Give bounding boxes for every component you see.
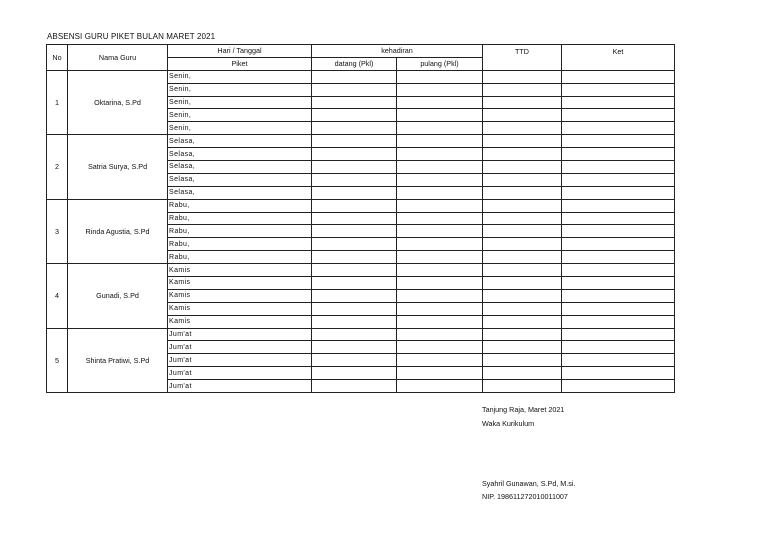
datang-cell [312, 354, 397, 367]
ttd-cell [483, 109, 562, 122]
datang-cell [312, 186, 397, 199]
ket-cell [562, 238, 675, 251]
datang-cell [312, 122, 397, 135]
teacher-name: Satria Surya, S.Pd [68, 135, 168, 199]
datang-cell [312, 328, 397, 341]
pulang-cell [397, 302, 483, 315]
header-ttd: TTD [483, 45, 562, 71]
ket-cell [562, 96, 675, 109]
teacher-number: 1 [47, 70, 68, 134]
pulang-cell [397, 251, 483, 264]
pulang-cell [397, 315, 483, 328]
table-row [47, 135, 675, 148]
pulang-cell [397, 225, 483, 238]
datang-cell [312, 367, 397, 380]
ket-cell [562, 199, 675, 212]
pulang-cell [397, 328, 483, 341]
pulang-cell [397, 238, 483, 251]
header-nama-guru: Nama Guru [68, 45, 168, 71]
signature-nip: NIP. 198611272010011007 [482, 492, 568, 501]
header-ket: Ket [562, 45, 675, 71]
piket-day-cell: Jum'at [168, 367, 312, 380]
pulang-cell [397, 173, 483, 186]
teacher-name: Oktarina, S.Pd [68, 70, 168, 134]
ket-cell [562, 341, 675, 354]
datang-cell [312, 302, 397, 315]
piket-day-cell: Kamis [168, 264, 312, 277]
datang-cell [312, 225, 397, 238]
pulang-cell [397, 70, 483, 83]
piket-day-cell: Rabu, [168, 238, 312, 251]
teacher-name: Rinda Agustia, S.Pd [68, 199, 168, 263]
attendance-table [46, 44, 675, 393]
ttd-cell [483, 264, 562, 277]
ket-cell [562, 328, 675, 341]
piket-day-cell: Senin, [168, 83, 312, 96]
pulang-cell [397, 212, 483, 225]
pulang-cell [397, 289, 483, 302]
datang-cell [312, 135, 397, 148]
datang-cell [312, 173, 397, 186]
ket-cell [562, 289, 675, 302]
pulang-cell [397, 148, 483, 161]
pulang-cell [397, 122, 483, 135]
ket-cell [562, 251, 675, 264]
header-row-1 [47, 45, 675, 58]
piket-day-cell: Rabu, [168, 212, 312, 225]
document-title: ABSENSI GURU PIKET BULAN MARET 2021 [47, 32, 216, 41]
pulang-cell [397, 83, 483, 96]
ttd-cell [483, 212, 562, 225]
ket-cell [562, 277, 675, 290]
ttd-cell [483, 186, 562, 199]
ttd-cell [483, 199, 562, 212]
table-row [47, 264, 675, 277]
ttd-cell [483, 135, 562, 148]
teacher-name: Gunadi, S.Pd [68, 264, 168, 328]
ttd-cell [483, 173, 562, 186]
teacher-number: 3 [47, 199, 68, 263]
ket-cell [562, 367, 675, 380]
ket-cell [562, 83, 675, 96]
datang-cell [312, 96, 397, 109]
signature-place-date: Tanjung Raja, Maret 2021 [482, 405, 565, 414]
header-hari-tanggal: Hari / Tanggal [168, 45, 312, 58]
datang-cell [312, 161, 397, 174]
ket-cell [562, 109, 675, 122]
table-row [47, 199, 675, 212]
ttd-cell [483, 380, 562, 393]
pulang-cell [397, 277, 483, 290]
ttd-cell [483, 251, 562, 264]
piket-day-cell: Rabu, [168, 251, 312, 264]
ttd-cell [483, 302, 562, 315]
piket-day-cell: Kamis [168, 277, 312, 290]
teacher-name: Shinta Pratiwi, S.Pd [68, 328, 168, 392]
pulang-cell [397, 341, 483, 354]
datang-cell [312, 238, 397, 251]
ket-cell [562, 122, 675, 135]
datang-cell [312, 70, 397, 83]
piket-day-cell: Jum'at [168, 354, 312, 367]
piket-day-cell: Selasa, [168, 148, 312, 161]
ket-cell [562, 173, 675, 186]
attendance-body [47, 70, 675, 392]
pulang-cell [397, 354, 483, 367]
datang-cell [312, 212, 397, 225]
ket-cell [562, 186, 675, 199]
ket-cell [562, 148, 675, 161]
pulang-cell [397, 135, 483, 148]
piket-day-cell: Selasa, [168, 186, 312, 199]
teacher-number: 4 [47, 264, 68, 328]
ket-cell [562, 225, 675, 238]
ttd-cell [483, 328, 562, 341]
ttd-cell [483, 96, 562, 109]
datang-cell [312, 83, 397, 96]
ttd-cell [483, 367, 562, 380]
ket-cell [562, 302, 675, 315]
teacher-number: 2 [47, 135, 68, 199]
piket-day-cell: Senin, [168, 122, 312, 135]
ttd-cell [483, 225, 562, 238]
datang-cell [312, 341, 397, 354]
piket-day-cell: Jum'at [168, 341, 312, 354]
datang-cell [312, 315, 397, 328]
datang-cell [312, 264, 397, 277]
header-piket: Piket [168, 57, 312, 70]
ttd-cell [483, 148, 562, 161]
piket-day-cell: Jum'at [168, 380, 312, 393]
datang-cell [312, 109, 397, 122]
ket-cell [562, 264, 675, 277]
piket-day-cell: Kamis [168, 315, 312, 328]
pulang-cell [397, 109, 483, 122]
datang-cell [312, 251, 397, 264]
pulang-cell [397, 199, 483, 212]
ttd-cell [483, 83, 562, 96]
table-row [47, 70, 675, 83]
datang-cell [312, 380, 397, 393]
pulang-cell [397, 186, 483, 199]
header-no: No [47, 45, 68, 71]
ket-cell [562, 70, 675, 83]
ket-cell [562, 135, 675, 148]
header-datang: datang (Pkl) [312, 57, 397, 70]
datang-cell [312, 148, 397, 161]
teacher-number: 5 [47, 328, 68, 392]
piket-day-cell: Rabu, [168, 225, 312, 238]
pulang-cell [397, 96, 483, 109]
ttd-cell [483, 354, 562, 367]
ttd-cell [483, 289, 562, 302]
ket-cell [562, 354, 675, 367]
header-pulang: pulang (Pkl) [397, 57, 483, 70]
datang-cell [312, 277, 397, 290]
ttd-cell [483, 161, 562, 174]
signature-name: Syahril Gunawan, S.Pd, M.si. [482, 479, 576, 488]
datang-cell [312, 289, 397, 302]
piket-day-cell: Kamis [168, 302, 312, 315]
pulang-cell [397, 367, 483, 380]
datang-cell [312, 199, 397, 212]
ttd-cell [483, 70, 562, 83]
piket-day-cell: Senin, [168, 109, 312, 122]
pulang-cell [397, 380, 483, 393]
signature-role: Waka Kurikulum [482, 419, 535, 428]
table-row [47, 328, 675, 341]
ket-cell [562, 161, 675, 174]
pulang-cell [397, 264, 483, 277]
piket-day-cell: Selasa, [168, 135, 312, 148]
piket-day-cell: Jum'at [168, 328, 312, 341]
ttd-cell [483, 277, 562, 290]
ket-cell [562, 212, 675, 225]
piket-day-cell: Selasa, [168, 161, 312, 174]
piket-day-cell: Senin, [168, 96, 312, 109]
piket-day-cell: Senin, [168, 70, 312, 83]
piket-day-cell: Kamis [168, 289, 312, 302]
piket-day-cell: Rabu, [168, 199, 312, 212]
ttd-cell [483, 238, 562, 251]
pulang-cell [397, 161, 483, 174]
piket-day-cell: Selasa, [168, 173, 312, 186]
ket-cell [562, 315, 675, 328]
ttd-cell [483, 315, 562, 328]
header-kehadiran: kehadiran [312, 45, 483, 58]
ttd-cell [483, 122, 562, 135]
ket-cell [562, 380, 675, 393]
ttd-cell [483, 341, 562, 354]
